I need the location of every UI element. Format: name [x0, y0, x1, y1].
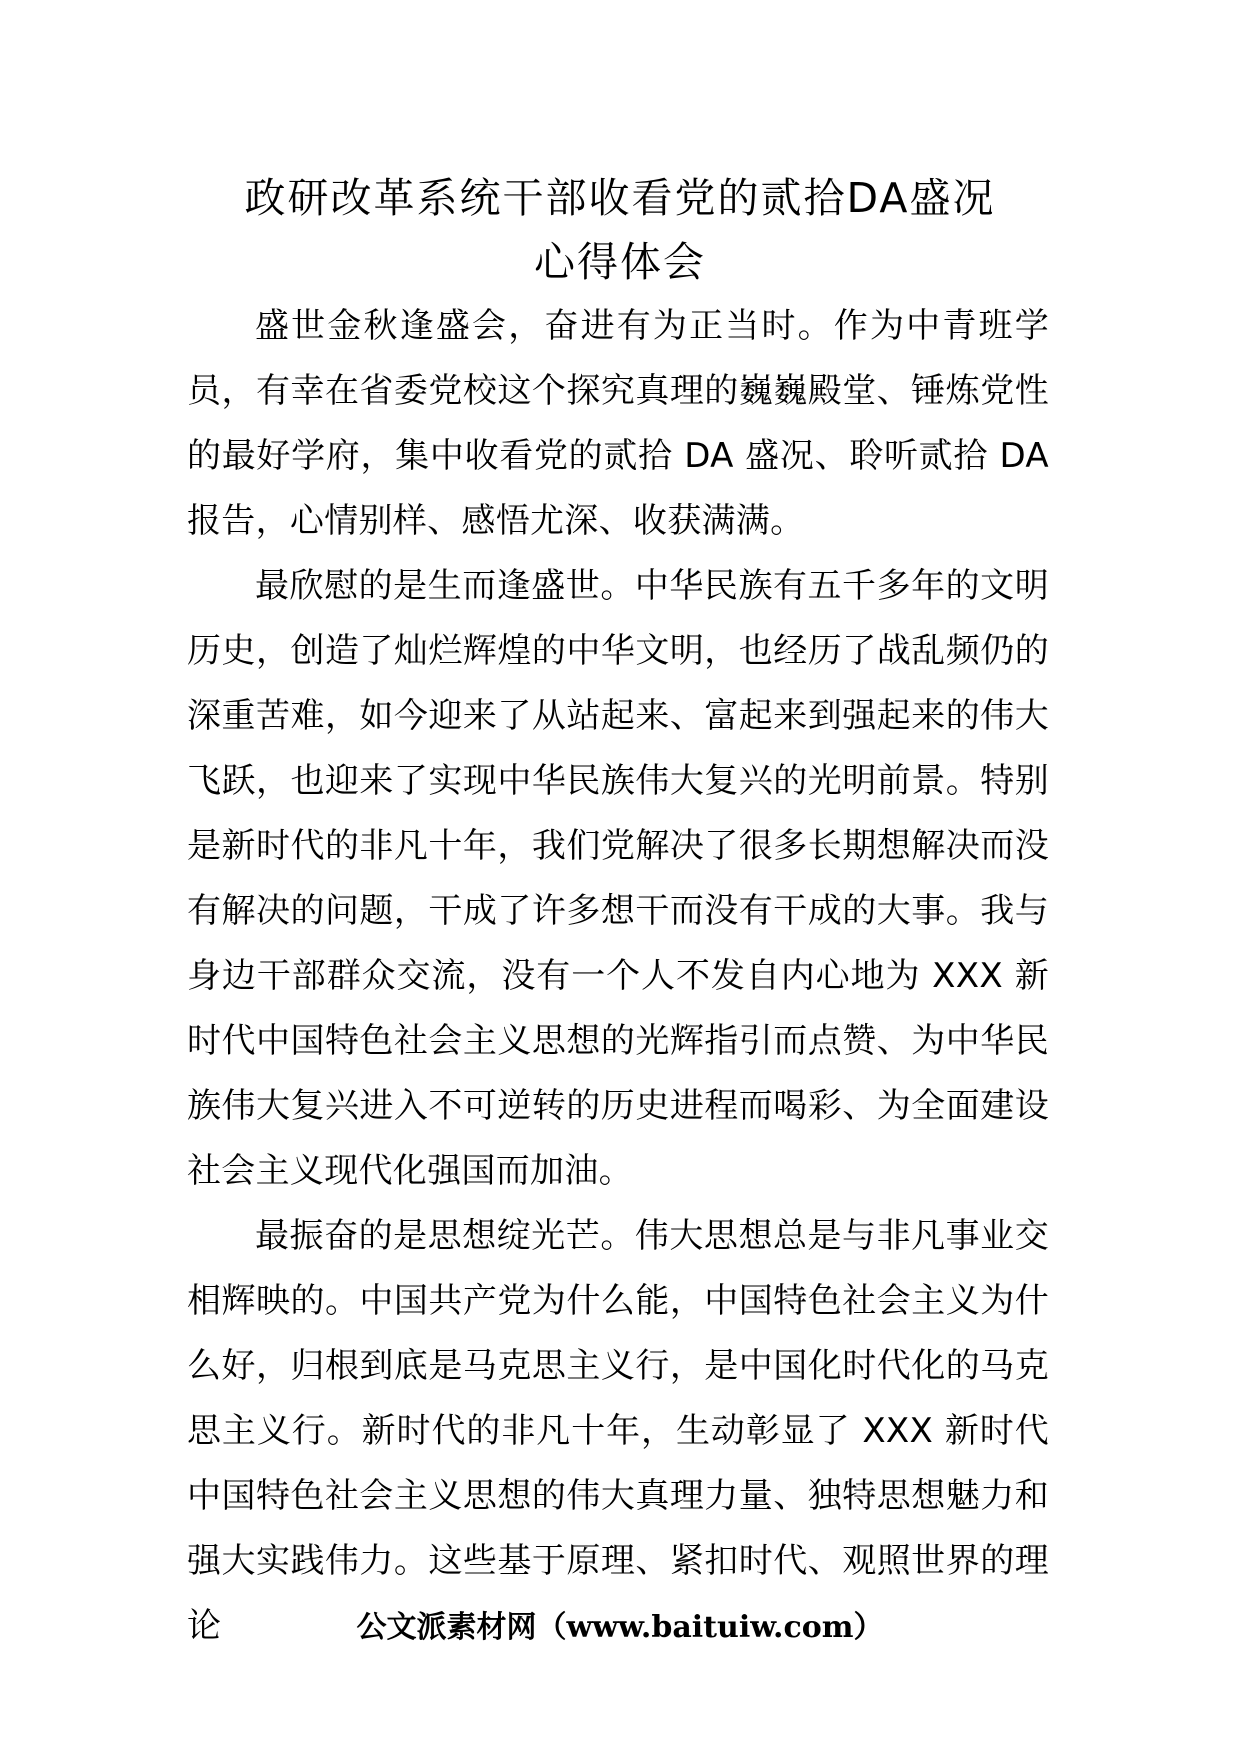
body-paragraph-3: 最振奋的是思想绽光芒。伟大思想总是与非凡事业交相辉映的。中国共产党为什么能，中国特色社会主义为什么好，归根到底是马克思主义行，是中国化时代化的马克思主义行。新时代的非凡十年，生动彰显了 XXX 新时代中国特色社会主义思想的伟大真理力量、独特思想魅力和强大实践伟力。这些基于原理、紧扣时代、观照世界的理论 [187, 1216, 1049, 1646]
body-paragraph-2: 最欣慰的是生而逢盛世。中华民族有五千多年的文明历史，创造了灿烂辉煌的中华文明，也经历了战乱频仍的深重苦难，如今迎来了从站起来、富起来到强起来的伟大飞跃，也迎来了实现中华民族伟大复兴的光明前景。特别是新时代的非凡十年，我们党解决了很多长期想解决而没有解决的问题，干成了许多想干而没有干成的大事。我与身边干部群众交流，没有一个人不发自内心地为 XXX 新时代中国特色社会主义思想的光辉指引而点赞、为中华民族伟大复兴进入不可逆转的历史进程而喝彩、为全面建设社会主义现代化强国而加油。 [187, 566, 1049, 1191]
document-title-line1: 政研改革系统干部收看党的贰拾DA盛况 [244, 174, 996, 222]
document-title-line2: 心得体会 [534, 238, 706, 286]
body-paragraph-1: 盛世金秋逢盛会，奋进有为正当时。作为中青班学员，有幸在省委党校这个探究真理的巍巍殿堂、锤炼党性的最好学府，集中收看党的贰拾 DA 盛况、聆听贰拾 DA 报告，心情别样、感悟尤深、收获满满。 [187, 306, 1049, 541]
footer-watermark: 公文派素材网（www.baituiw.com） [356, 1610, 884, 1645]
document-body [187, 294, 1049, 1659]
